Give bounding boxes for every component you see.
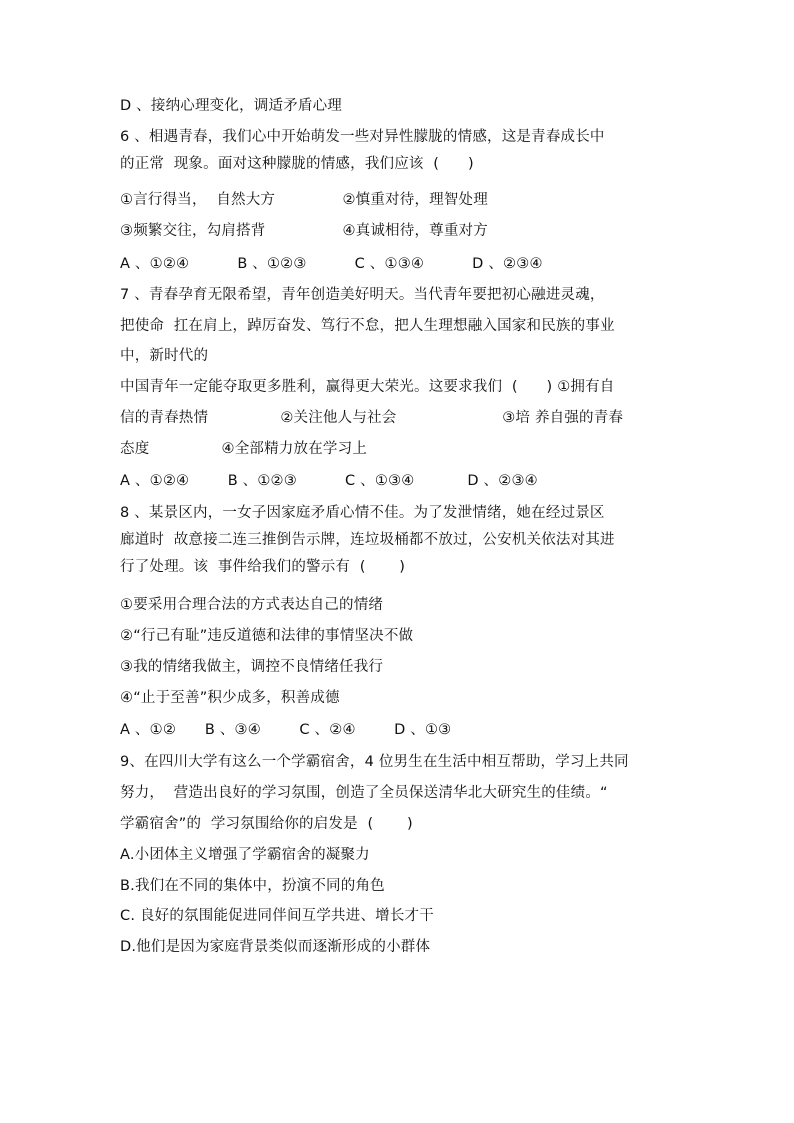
q7-options: A 、①②④ B 、①②③ C 、①③④ D 、②③④ [120,473,538,489]
question-7-stem: 7 、青春孕育无限希望，青年创造美好明天。当代青年要把初心融进灵魂， [120,287,605,303]
q9-option-c: C. 良好的氛围能促进同伴间互学共进、增长才干 [120,908,434,924]
question-7-stem-3: 中，新时代的 [120,348,209,364]
q6-statement-1-2: ①言行得当， 自然大方 ②慎重对待，理智处理 [120,192,488,208]
q8-statement-4: ④“止于至善”积少成多，积善成德 [120,690,340,706]
q9-option-d: D.他们是因为家庭背景类似而逐渐形成的小群体 [120,939,431,955]
option-d-q5: D 、接纳心理变化，调适矛盾心理 [120,98,342,114]
question-7-stem-4: 中国青年一定能夺取更多胜利，赢得更大荣光。这要求我们 ( ) ①拥有自 [120,379,615,395]
q8-statement-1: ①要采用合理合法的方式表达自己的情绪 [120,597,384,613]
q7-statements: 信的青春热情 ②关注他人与社会 ③培 养自强的青春 [120,410,624,426]
q6-statement-3-4: ③频繁交往，勾肩搭背 ④真诚相待，尊重对方 [120,223,488,239]
q9-option-a: A.小团体主义增强了学霸宿舍的凝聚力 [120,847,370,863]
q6-options: A 、①②④ B 、①②③ C 、①③④ D 、②③④ [120,256,543,272]
question-6-stem: 6 、相遇青春，我们心中开始萌发一些对异性朦胧的情感，这是青春成长中 [120,129,605,145]
question-8-stem: 8 、某景区内，一女子因家庭矛盾心情不佳。为了发泄情绪，她在经过景区 [120,505,605,521]
question-6-stem-2: 的正常 现象。面对这种朦胧的情感，我们应该 ( ) [120,156,474,172]
question-7-stem-2: 把使命 扛在肩上，踔厉奋发、笃行不怠，把人生理想融入国家和民族的事业 [120,318,615,334]
q7-statements-2: 态度 ④全部精力放在学习上 [120,441,368,457]
q9-option-b: B.我们在不同的集体中，扮演不同的角色 [120,878,385,894]
question-8-stem-2: 廊道时 故意接二连三推倒告示牌，连垃圾桶都不放过，公安机关依法对其进 [120,532,615,548]
question-9-stem-2: 努力， 营造出良好的学习氛围，创造了全员保送清华北大研究生的佳绩。“ [120,785,608,801]
q8-options: A 、①② B 、③④ C 、②④ D 、①③ [120,722,452,738]
q8-statement-3: ③我的情绪我做主，调控不良情绪任我行 [120,659,384,675]
q8-statement-2: ②“行己有耻”违反道德和法律的事情坚决不做 [120,628,414,644]
question-8-stem-3: 行了处理。该 事件给我们的警示有 ( ) [120,559,406,575]
question-9-stem-3: 学霸宿舍”的 学习氛围给你的启发是 ( ) [120,816,413,832]
question-9-stem: 9、在四川大学有这么一个学霸宿舍，4 位男生在生活中相互帮助，学习上共同 [120,754,629,770]
